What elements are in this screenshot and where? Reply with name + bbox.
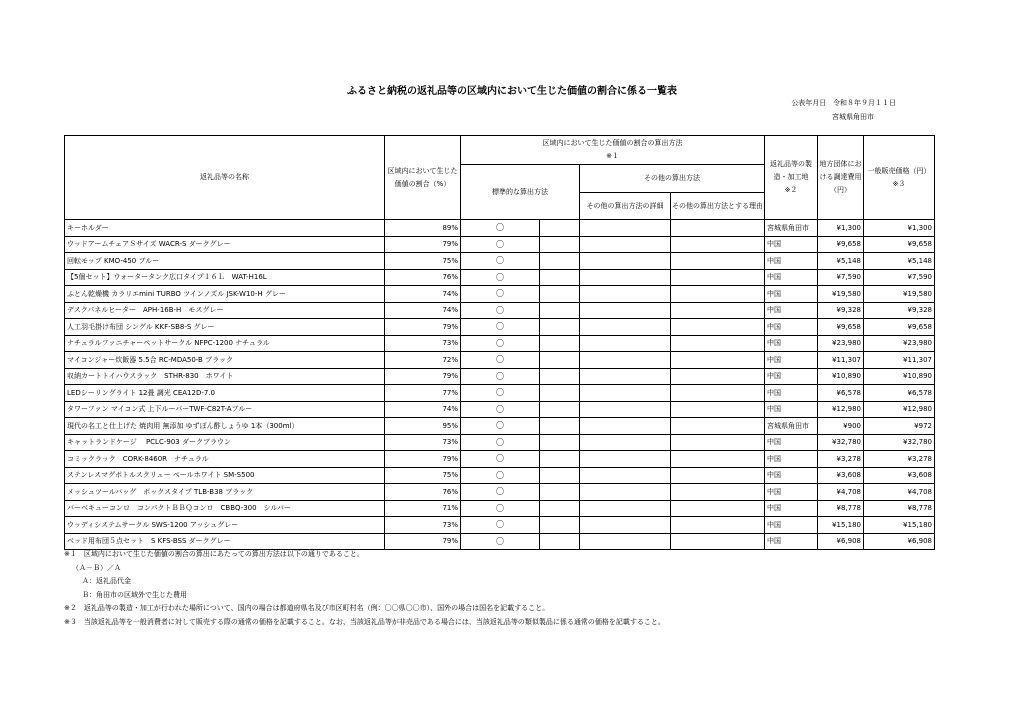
origin-cell: 中国 — [765, 302, 818, 319]
retail-cell: ¥4,708 — [864, 484, 935, 501]
item-name-cell: ベッド用布団５点セット S KFS-BSS ダークグレー — [65, 533, 385, 550]
retail-cell: ¥6,908 — [864, 533, 935, 550]
retail-cell: ¥9,328 — [864, 302, 935, 319]
empty-cell — [540, 302, 580, 319]
standard-method-mark: 〇 — [461, 533, 540, 550]
footnote-formula: （Ａ－Ｂ）／Ａ — [72, 563, 121, 572]
empty-cell — [540, 286, 580, 303]
retail-cell: ¥10,890 — [864, 368, 935, 385]
standard-method-mark: 〇 — [461, 418, 540, 435]
other-reason-cell — [671, 484, 765, 501]
header-ratio: 区域内において生じた価値の割合（%） — [385, 136, 461, 220]
header-other-group: その他の算出方法 — [580, 165, 765, 193]
other-detail-cell — [580, 418, 671, 435]
footnote-3: ※３ 当該返礼品等を一般消費者に対して販売する際の通常の価格を記載すること。なお、当該返礼品等が非売品である場合には、当該返礼品等の類似製品に係る通常の価格を記載すること。 — [64, 617, 665, 626]
table-row — [65, 253, 935, 270]
empty-cell — [540, 418, 580, 435]
footnote-a: Ａ：返礼品代金 — [82, 577, 131, 585]
empty-cell — [540, 451, 580, 468]
standard-method-mark: 〇 — [461, 286, 540, 303]
published-date — [791, 98, 896, 108]
other-detail-cell — [580, 335, 671, 352]
table-row — [65, 401, 935, 418]
table-row — [65, 319, 935, 336]
item-name-cell: ナチュラルファニチャーペットサークル NFPC-1200 ナチュラル — [65, 335, 385, 352]
origin-cell: 中国 — [765, 236, 818, 253]
standard-method-mark: 〇 — [461, 302, 540, 319]
item-name-cell: ウッディシステムサークル SWS-1200 アッシュグレー — [65, 517, 385, 534]
origin-cell: 中国 — [765, 352, 818, 369]
table-row — [65, 269, 935, 286]
origin-cell: 中国 — [765, 451, 818, 468]
cost-cell: ¥4,708 — [818, 484, 864, 501]
ratio-cell: 95% — [385, 418, 461, 435]
item-name-cell: デスクパネルヒーター APH-16B-H モスグレー — [65, 302, 385, 319]
header-other-reason: その他の算出方法とする理由 — [671, 193, 765, 220]
cost-cell: ¥11,307 — [818, 352, 864, 369]
table-row — [65, 418, 935, 435]
other-reason-cell — [671, 319, 765, 336]
standard-method-mark: 〇 — [461, 269, 540, 286]
other-reason-cell — [671, 385, 765, 402]
empty-cell — [540, 385, 580, 402]
cost-cell: ¥6,908 — [818, 533, 864, 550]
retail-cell: ¥32,780 — [864, 434, 935, 451]
retail-cell: ¥3,608 — [864, 467, 935, 484]
cost-cell: ¥19,580 — [818, 286, 864, 303]
other-reason-cell — [671, 368, 765, 385]
origin-cell: 中国 — [765, 286, 818, 303]
retail-cell: ¥3,278 — [864, 451, 935, 468]
ratio-cell: 73% — [385, 335, 461, 352]
other-detail-cell — [580, 517, 671, 534]
cost-cell: ¥32,780 — [818, 434, 864, 451]
ratio-cell: 74% — [385, 302, 461, 319]
header-other-detail: その他の算出方法の詳細 — [580, 193, 671, 220]
item-name-cell: メッシュツールバッグ ボックスタイプ TLB-B38 ブラック — [65, 484, 385, 501]
origin-cell: 中国 — [765, 253, 818, 270]
ratio-cell: 79% — [385, 236, 461, 253]
standard-method-mark: 〇 — [461, 236, 540, 253]
standard-method-mark: 〇 — [461, 368, 540, 385]
header-method-group-note: ※１ — [606, 152, 619, 160]
cost-cell: ¥10,890 — [818, 368, 864, 385]
ratio-cell: 75% — [385, 467, 461, 484]
origin-cell: 中国 — [765, 500, 818, 517]
ratio-cell: 79% — [385, 533, 461, 550]
cost-cell: ¥23,980 — [818, 335, 864, 352]
other-reason-cell — [671, 517, 765, 534]
ratio-cell: 79% — [385, 451, 461, 468]
empty-cell — [540, 335, 580, 352]
origin-cell: 中国 — [765, 319, 818, 336]
retail-cell: ¥19,580 — [864, 286, 935, 303]
other-reason-cell — [671, 236, 765, 253]
ratio-cell: 89% — [385, 220, 461, 237]
table-row — [65, 236, 935, 253]
standard-method-mark: 〇 — [461, 401, 540, 418]
ratio-cell: 74% — [385, 401, 461, 418]
other-detail-cell — [580, 401, 671, 418]
published-value: 令和８年９月１１日 — [833, 99, 896, 107]
table-row — [65, 352, 935, 369]
other-reason-cell — [671, 418, 765, 435]
header-method-group — [461, 136, 765, 165]
table-row — [65, 286, 935, 303]
item-name-cell: 現代の名工と仕上げた 焼肉用 無添加 ゆずぽん酢しょうゆ 1本（300ml） — [65, 418, 385, 435]
cost-cell: ¥900 — [818, 418, 864, 435]
item-name-cell: キャットランドケージ PCLC-903 ダークブラウン — [65, 434, 385, 451]
header-origin-label: 返礼品等の製造・加工地 — [770, 160, 812, 181]
origin-cell: 中国 — [765, 533, 818, 550]
item-name-cell: マイコンジャー炊飯器 5.5合 RC-MDA50-B ブラック — [65, 352, 385, 369]
other-detail-cell — [580, 253, 671, 270]
item-name-cell: 人工羽毛掛け布団 シングル KKF-SB8-S グレー — [65, 319, 385, 336]
ratio-cell: 73% — [385, 517, 461, 534]
other-reason-cell — [671, 467, 765, 484]
cost-cell: ¥1,300 — [818, 220, 864, 237]
retail-cell: ¥5,148 — [864, 253, 935, 270]
standard-method-mark: 〇 — [461, 467, 540, 484]
retail-cell: ¥1,300 — [864, 220, 935, 237]
other-reason-cell — [671, 500, 765, 517]
retail-cell: ¥9,658 — [864, 236, 935, 253]
retail-cell: ¥8,778 — [864, 500, 935, 517]
other-detail-cell — [580, 385, 671, 402]
item-name-cell: 収納カートトイハウスラック STHR-830 ホワイト — [65, 368, 385, 385]
item-name-cell: バーベキューコンロ コンパクトＢＢＱコンロ CBBQ-300 シルバー — [65, 500, 385, 517]
table-row — [65, 500, 935, 517]
standard-method-mark: 〇 — [461, 517, 540, 534]
footnote-b: Ｂ：角田市の区域外で生じた費用 — [82, 590, 187, 599]
ratio-cell: 73% — [385, 434, 461, 451]
gift-value-table — [64, 135, 935, 550]
item-name-cell: ウッドアームチェアＳサイズ WACR-S ダークグレー — [65, 236, 385, 253]
item-name-cell: ステンレスマグボトルスクリュー ペールホワイト SM-S500 — [65, 467, 385, 484]
ratio-cell: 79% — [385, 368, 461, 385]
retail-cell: ¥11,307 — [864, 352, 935, 369]
ratio-cell: 71% — [385, 500, 461, 517]
empty-cell — [540, 220, 580, 237]
header-standard: 標準的な算出方法 — [461, 165, 580, 220]
table-row — [65, 484, 935, 501]
table-row — [65, 302, 935, 319]
published-label: 公表年月日 — [791, 99, 827, 107]
ratio-cell: 72% — [385, 352, 461, 369]
retail-cell: ¥972 — [864, 418, 935, 435]
header-retail-note: ※３ — [892, 179, 906, 188]
cost-cell: ¥7,590 — [818, 269, 864, 286]
standard-method-mark: 〇 — [461, 352, 540, 369]
other-detail-cell — [580, 269, 671, 286]
header-retail-label: 一般販売価格（円） — [867, 166, 931, 175]
retail-cell: ¥15,180 — [864, 517, 935, 534]
other-detail-cell — [580, 484, 671, 501]
other-detail-cell — [580, 286, 671, 303]
table-row — [65, 368, 935, 385]
footnotes — [64, 548, 665, 629]
cost-cell: ¥15,180 — [818, 517, 864, 534]
other-reason-cell — [671, 286, 765, 303]
other-detail-cell — [580, 236, 671, 253]
origin-cell: 宮城県角田市 — [765, 220, 818, 237]
origin-cell: 中国 — [765, 517, 818, 534]
empty-cell — [540, 434, 580, 451]
origin-cell: 中国 — [765, 368, 818, 385]
origin-cell: 中国 — [765, 434, 818, 451]
retail-cell: ¥6,578 — [864, 385, 935, 402]
table-row — [65, 517, 935, 534]
standard-method-mark: 〇 — [461, 385, 540, 402]
publisher: 宮城県角田市 — [832, 113, 874, 121]
empty-cell — [540, 269, 580, 286]
item-name-cell: ふとん乾燥機 カラリエmini TURBO ツインノズル JSK-W10-H グレー — [65, 286, 385, 303]
standard-method-mark: 〇 — [461, 434, 540, 451]
header-method-group-label: 区域内において生じた価値の割合の算出方法 — [542, 139, 683, 147]
empty-cell — [540, 517, 580, 534]
cost-cell: ¥3,608 — [818, 467, 864, 484]
origin-cell: 中国 — [765, 269, 818, 286]
origin-cell: 中国 — [765, 467, 818, 484]
standard-method-mark: 〇 — [461, 484, 540, 501]
cost-cell: ¥6,578 — [818, 385, 864, 402]
retail-cell: ¥12,980 — [864, 401, 935, 418]
empty-cell — [540, 236, 580, 253]
document-title: ふるさと納税の返礼品等の区域内において生じた価値の割合に係る一覧表 — [347, 86, 677, 97]
retail-cell: ¥7,590 — [864, 269, 935, 286]
other-detail-cell — [580, 352, 671, 369]
header-retail — [864, 136, 935, 220]
table-row — [65, 385, 935, 402]
other-reason-cell — [671, 302, 765, 319]
origin-cell: 中国 — [765, 335, 818, 352]
cost-cell: ¥9,658 — [818, 236, 864, 253]
item-name-cell: 回転モップ KMO-450 ブルー — [65, 253, 385, 270]
ratio-cell: 76% — [385, 269, 461, 286]
table-row — [65, 451, 935, 468]
other-detail-cell — [580, 451, 671, 468]
table-row — [65, 220, 935, 237]
standard-method-mark: 〇 — [461, 319, 540, 336]
retail-cell: ¥9,658 — [864, 319, 935, 336]
cost-cell: ¥3,278 — [818, 451, 864, 468]
empty-cell — [540, 253, 580, 270]
header-name: 返礼品等の名称 — [65, 136, 385, 220]
standard-method-mark: 〇 — [461, 253, 540, 270]
origin-cell: 中国 — [765, 401, 818, 418]
cost-cell: ¥8,778 — [818, 500, 864, 517]
ratio-cell: 77% — [385, 385, 461, 402]
ratio-cell: 76% — [385, 484, 461, 501]
other-detail-cell — [580, 319, 671, 336]
ratio-cell: 75% — [385, 253, 461, 270]
standard-method-mark: 〇 — [461, 335, 540, 352]
other-reason-cell — [671, 533, 765, 550]
other-detail-cell — [580, 220, 671, 237]
item-name-cell: 【5個セット】ウォータータンク広口タイプ１６Ｌ WAT-H16L — [65, 269, 385, 286]
other-detail-cell — [580, 368, 671, 385]
empty-cell — [540, 319, 580, 336]
empty-cell — [540, 401, 580, 418]
other-reason-cell — [671, 352, 765, 369]
empty-cell — [540, 484, 580, 501]
header-cost: 地方団体における調達費用（円） — [818, 136, 864, 220]
origin-cell: 中国 — [765, 484, 818, 501]
table-row — [65, 335, 935, 352]
other-reason-cell — [671, 253, 765, 270]
item-name-cell: タワーファン マイコン式 上下ルーバーTWF-C82T-Aブルー — [65, 401, 385, 418]
footnote-2: ※２ 返礼品等の製造・加工が行われた場所について、国内の場合は都道府県名及び市区町村名（例：〇〇県〇〇市）、国外の場合は国名を記載すること。 — [64, 604, 550, 612]
other-detail-cell — [580, 500, 671, 517]
empty-cell — [540, 467, 580, 484]
other-detail-cell — [580, 302, 671, 319]
other-reason-cell — [671, 451, 765, 468]
origin-cell: 中国 — [765, 385, 818, 402]
other-reason-cell — [671, 335, 765, 352]
empty-cell — [540, 352, 580, 369]
other-reason-cell — [671, 434, 765, 451]
cost-cell: ¥9,328 — [818, 302, 864, 319]
other-detail-cell — [580, 467, 671, 484]
ratio-cell: 79% — [385, 319, 461, 336]
ratio-cell: 74% — [385, 286, 461, 303]
header-origin-note: ※２ — [784, 186, 798, 194]
other-reason-cell — [671, 220, 765, 237]
empty-cell — [540, 368, 580, 385]
standard-method-mark: 〇 — [461, 500, 540, 517]
other-detail-cell — [580, 434, 671, 451]
other-reason-cell — [671, 269, 765, 286]
table-row — [65, 467, 935, 484]
table-row — [65, 434, 935, 451]
cost-cell: ¥5,148 — [818, 253, 864, 270]
retail-cell: ¥23,980 — [864, 335, 935, 352]
header-origin — [765, 136, 818, 220]
footnote-1: ※１ 区域内において生じた価値の割合の算出にあたっての算出方法は以下の通りであること。 — [64, 550, 364, 558]
item-name-cell: LEDシーリングライト 12畳 調光 CEA12D-7.0 — [65, 385, 385, 402]
cost-cell: ¥9,658 — [818, 319, 864, 336]
origin-cell: 宮城県角田市 — [765, 418, 818, 435]
empty-cell — [540, 500, 580, 517]
cost-cell: ¥12,980 — [818, 401, 864, 418]
standard-method-mark: 〇 — [461, 220, 540, 237]
other-reason-cell — [671, 401, 765, 418]
item-name-cell: コミックラック CORK-8460R ナチュラル — [65, 451, 385, 468]
standard-method-mark: 〇 — [461, 451, 540, 468]
item-name-cell: キーホルダー — [65, 220, 385, 237]
